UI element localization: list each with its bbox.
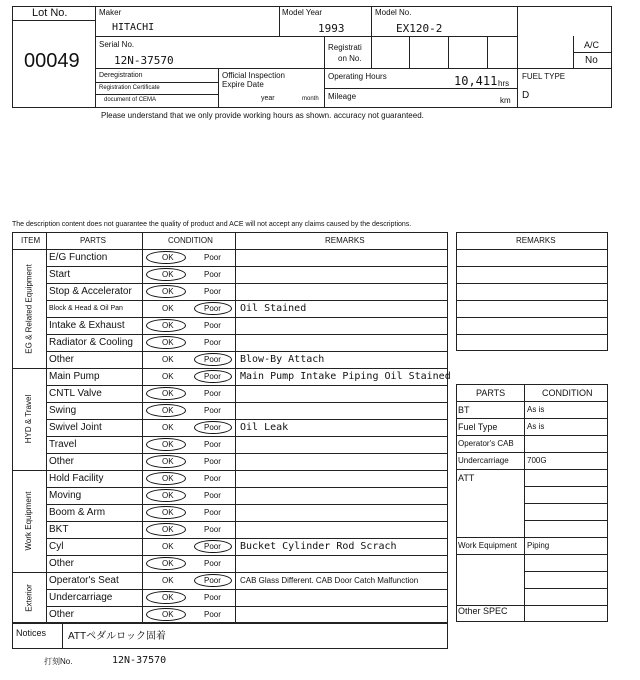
condition-ok: OK xyxy=(162,559,174,568)
part-label: CNTL Valve xyxy=(49,388,102,399)
condition-ok: OK xyxy=(162,542,174,551)
part-label: Radiator & Cooling xyxy=(49,337,133,348)
ok-circle-mark xyxy=(146,557,186,570)
condition-poor: Poor xyxy=(204,355,221,364)
part-label: Undercarriage xyxy=(49,592,113,603)
condition-poor: Poor xyxy=(204,508,221,517)
maker-value: HITACHI xyxy=(112,22,155,33)
condition-poor: Poor xyxy=(204,610,221,619)
maker-label: Maker xyxy=(99,8,122,17)
group-label: EG & Related Equipment xyxy=(24,263,33,354)
km-label: km xyxy=(500,96,511,105)
right-part-label: BT xyxy=(458,405,470,415)
condition-poor: Poor xyxy=(204,253,221,262)
year-label: year xyxy=(261,95,275,102)
condition-poor: Poor xyxy=(204,474,221,483)
ok-circle-mark xyxy=(146,319,186,332)
condition-poor: Poor xyxy=(204,593,221,602)
serial-no-label: Serial No. xyxy=(99,40,135,49)
part-label: Boom & Arm xyxy=(49,507,106,518)
condition-poor: Poor xyxy=(204,559,221,568)
condition-ok: OK xyxy=(162,525,174,534)
group-label: HYD & Travel xyxy=(24,394,33,444)
condition-ok: OK xyxy=(162,270,174,279)
part-label: Operator's Seat xyxy=(49,575,119,586)
remark-text: Blow-By Attach xyxy=(240,354,325,365)
header-parts: PARTS xyxy=(80,236,106,245)
condition-ok: OK xyxy=(162,457,174,466)
condition-ok: OK xyxy=(162,440,174,449)
month-label: month xyxy=(302,96,319,102)
hours-disclaimer: Please understand that we only provide working hours as shown. accuracy not guaranteed. xyxy=(101,111,424,120)
condition-ok: OK xyxy=(162,576,174,585)
ok-circle-mark xyxy=(146,455,186,468)
cema-document-label: document of CEMA xyxy=(104,97,157,103)
condition-poor: Poor xyxy=(204,287,221,296)
condition-ok: OK xyxy=(162,406,174,415)
condition-ok: OK xyxy=(162,355,174,364)
remark-text: Oil Leak xyxy=(240,422,289,433)
condition-ok: OK xyxy=(162,593,174,602)
stamp-label: 打刻No. xyxy=(44,657,73,666)
condition-poor: Poor xyxy=(204,372,221,381)
fuel-type-label: FUEL TYPE xyxy=(522,72,566,81)
fuel-type-value: D xyxy=(522,90,530,101)
condition-ok: OK xyxy=(162,423,174,432)
group-label: Exterior xyxy=(24,583,33,612)
poor-circle-mark xyxy=(194,370,232,383)
condition-poor: Poor xyxy=(204,304,221,313)
registration-no-label-1: Registrati xyxy=(328,43,362,52)
part-label: Other xyxy=(49,456,75,467)
right-condition-value: 700G xyxy=(527,456,547,465)
other-spec-label: Other SPEC xyxy=(458,606,508,616)
official-inspection-label-1: Official Inspection xyxy=(222,71,285,80)
part-label: Start xyxy=(49,269,71,280)
model-year-label: Model Year xyxy=(282,8,323,17)
right-part-label: Operator's CAB xyxy=(458,439,514,448)
part-label: Intake & Exhaust xyxy=(49,320,125,331)
condition-poor: Poor xyxy=(204,440,221,449)
condition-poor: Poor xyxy=(204,321,221,330)
model-no-value: EX120-2 xyxy=(396,22,443,35)
work-equipment-label: Work Equipment xyxy=(458,541,517,550)
header-item: ITEM xyxy=(21,236,41,245)
poor-circle-mark xyxy=(194,540,232,553)
ok-circle-mark xyxy=(146,608,186,621)
ok-circle-mark xyxy=(146,387,186,400)
work-equipment-value: Piping xyxy=(527,541,550,550)
part-label: Swing xyxy=(49,405,77,416)
ok-circle-mark xyxy=(146,404,186,417)
ok-circle-mark xyxy=(146,489,186,502)
condition-ok: OK xyxy=(162,372,174,381)
right-parts-header: PARTS xyxy=(476,388,506,398)
poor-circle-mark xyxy=(194,302,232,315)
condition-ok: OK xyxy=(162,253,174,262)
condition-poor: Poor xyxy=(204,270,221,279)
part-label: Other xyxy=(49,354,75,365)
part-label: BKT xyxy=(49,524,69,535)
part-label: Other xyxy=(49,609,75,620)
condition-poor: Poor xyxy=(204,525,221,534)
condition-ok: OK xyxy=(162,304,174,313)
operating-hours-label: Operating Hours xyxy=(328,72,387,81)
lot-no-value: 00049 xyxy=(24,50,80,72)
right-condition-header: CONDITION xyxy=(542,388,593,398)
condition-ok: OK xyxy=(162,610,174,619)
hrs-label: hrs xyxy=(498,79,510,88)
part-label: Travel xyxy=(49,439,77,450)
part-label: Other xyxy=(49,558,75,569)
model-year-value: 1993 xyxy=(318,22,345,35)
condition-ok: OK xyxy=(162,474,174,483)
condition-ok: OK xyxy=(162,389,174,398)
registration-no-label-2: on No. xyxy=(338,54,362,63)
mileage-label: Mileage xyxy=(328,92,357,101)
right-condition-value: As is xyxy=(527,422,545,431)
registration-certificate-label: Registration Certificate xyxy=(99,85,160,91)
condition-ok: OK xyxy=(162,321,174,330)
remark-text: Main Pump Intake Piping Oil Stained xyxy=(240,371,451,382)
ok-circle-mark xyxy=(146,523,186,536)
poor-circle-mark xyxy=(194,353,232,366)
condition-ok: OK xyxy=(162,338,174,347)
part-label: Cyl xyxy=(49,541,64,552)
lot-no-label: Lot No. xyxy=(32,7,68,19)
description-disclaimer: The description content does not guarantee the quality of product and ACE will not accept any claims caused by the descriptions. xyxy=(12,221,412,228)
condition-poor: Poor xyxy=(204,338,221,347)
part-label: Swivel Joint xyxy=(49,422,102,433)
right-part-label: Undercarriage xyxy=(458,456,509,465)
serial-no-value: 12N-37570 xyxy=(114,54,174,67)
notices-label: Notices xyxy=(16,628,47,638)
condition-poor: Poor xyxy=(204,542,221,551)
condition-ok: OK xyxy=(162,491,174,500)
ac-label: A/C xyxy=(584,40,600,50)
header-remarks: REMARKS xyxy=(325,236,365,245)
right-remarks-header: REMARKS xyxy=(516,236,556,245)
part-label: Main Pump xyxy=(49,371,100,382)
ac-value: No xyxy=(585,55,598,66)
official-inspection-label-2: Expire Date xyxy=(222,80,264,89)
condition-ok: OK xyxy=(162,508,174,517)
part-label: E/G Function xyxy=(49,252,108,263)
ok-circle-mark xyxy=(146,438,186,451)
att-label: ATT xyxy=(458,473,475,483)
ok-circle-mark xyxy=(146,506,186,519)
notices-text: ATTペダルロック固着 xyxy=(68,631,166,642)
ok-circle-mark xyxy=(146,251,186,264)
part-label: Stop & Accelerator xyxy=(49,286,132,297)
ok-circle-mark xyxy=(146,268,186,281)
remark-text: CAB Glass Different. CAB Door Catch Malfunction xyxy=(240,576,419,585)
condition-poor: Poor xyxy=(204,576,221,585)
part-label: Moving xyxy=(49,490,82,501)
stamp-value: 12N-37570 xyxy=(112,655,167,666)
part-label: Block & Head & Oil Pan xyxy=(49,305,123,312)
condition-poor: Poor xyxy=(204,389,221,398)
group-label: Work Equipment xyxy=(24,491,33,551)
poor-circle-mark xyxy=(194,574,232,587)
header-condition: CONDITION xyxy=(168,236,213,245)
part-label: Hold Facility xyxy=(49,473,104,484)
operating-hours-value: 10,411 xyxy=(454,74,498,88)
condition-poor: Poor xyxy=(204,491,221,500)
right-part-label: Fuel Type xyxy=(458,422,498,432)
condition-poor: Poor xyxy=(204,457,221,466)
ok-circle-mark xyxy=(146,472,186,485)
ok-circle-mark xyxy=(146,285,186,298)
condition-poor: Poor xyxy=(204,406,221,415)
ok-circle-mark xyxy=(146,336,186,349)
deregistration-label: Deregistration xyxy=(99,72,143,79)
condition-ok: OK xyxy=(162,287,174,296)
condition-poor: Poor xyxy=(204,423,221,432)
remark-text: Bucket Cylinder Rod Scrach xyxy=(240,541,397,552)
right-condition-value: As is xyxy=(527,405,545,414)
model-no-label: Model No. xyxy=(375,8,412,17)
remark-text: Oil Stained xyxy=(240,303,307,314)
ok-circle-mark xyxy=(146,591,186,604)
poor-circle-mark xyxy=(194,421,232,434)
